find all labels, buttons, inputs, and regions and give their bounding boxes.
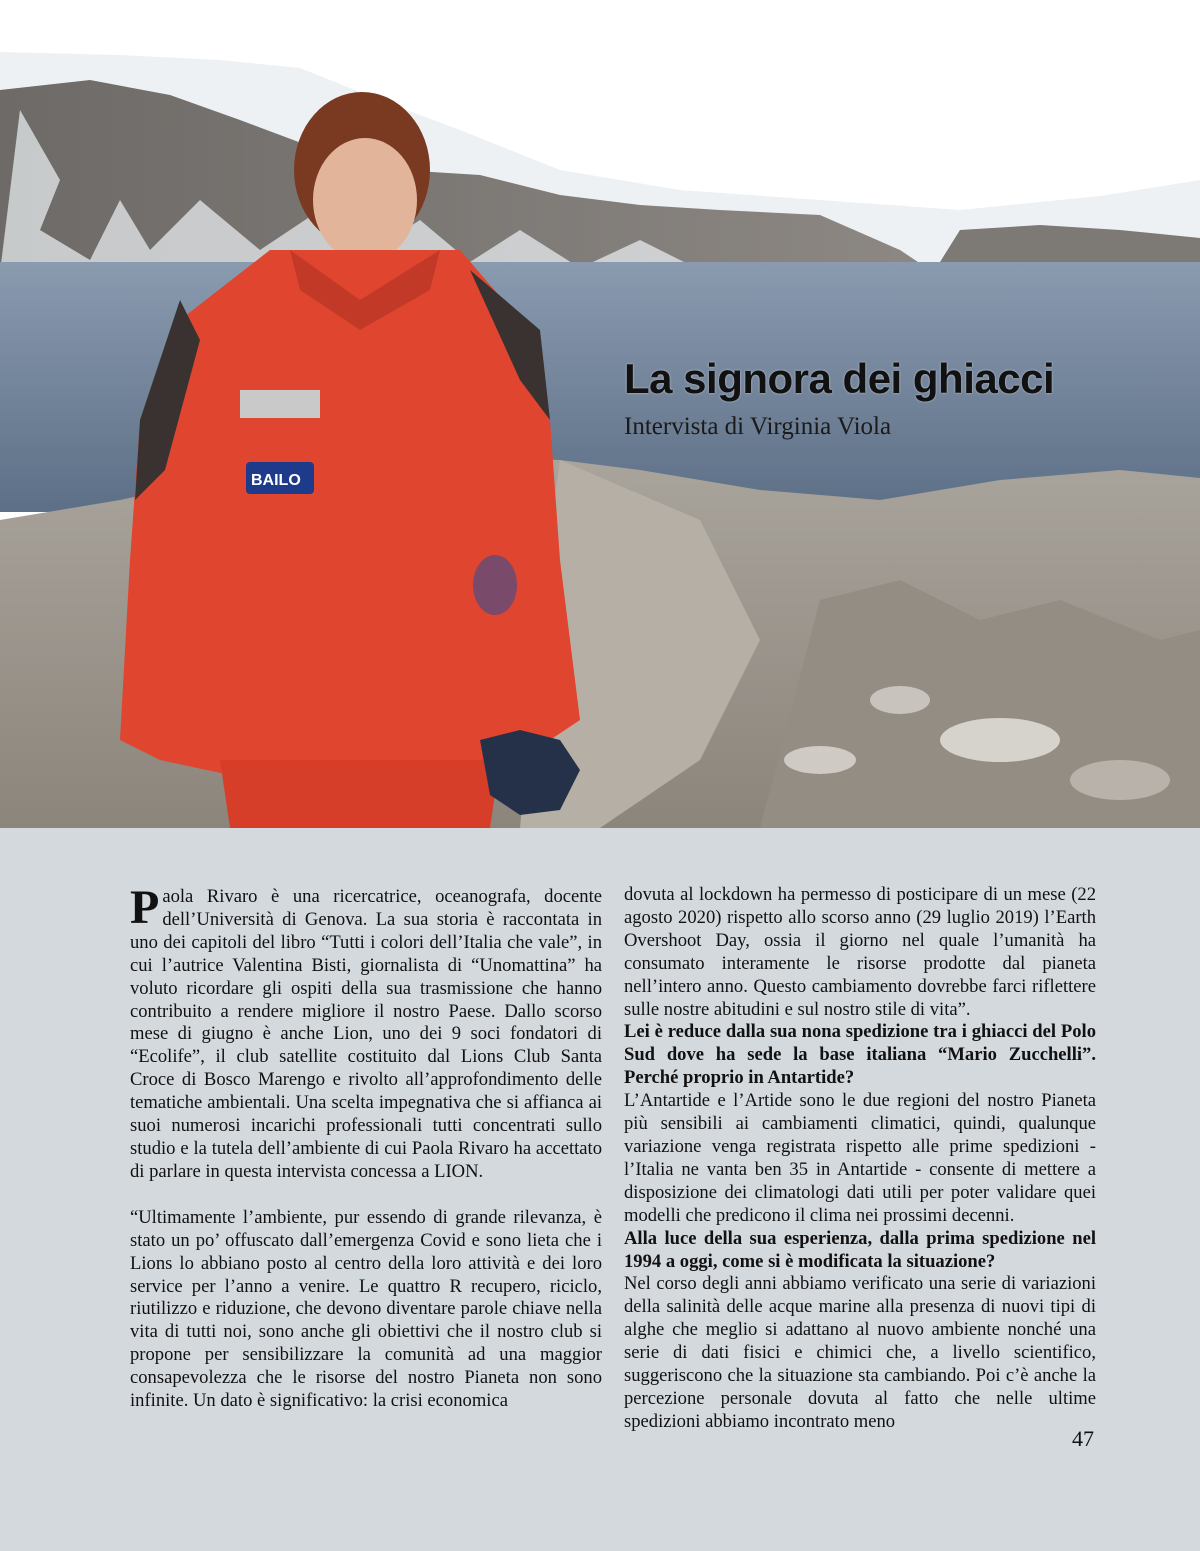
drop-cap: P: [130, 881, 160, 934]
question-1: Lei è reduce dalla sua nona spedizione tra i ghiacci del Polo Sud dove ha sede la base italiana “Mario Zucchelli”. Perché proprio in Antartide?: [624, 1021, 1096, 1089]
title-block: [624, 356, 1184, 442]
intro-paragraph: [130, 881, 602, 1184]
quote-paragraph: “Ultimamente l’ambiente, pur essendo di grande rilevanza, è stato un po’ offuscato dall’emergenza Covid e sono lieta che i Lions lo abbiano posto al centro della loro attività e dei loro service per l’anno a venire. Le quattro R recupero, riciclo, riutilizzo e riduzione, che devono diventare parole chiave nella vita di tutti noi, sono anche gli obiettivi che il nostro club si propone per sensibilizzare la comunità ad una maggior consapevolezza che le risorse del nostro Pianeta non sono infinite. Un dato è significativo: la crisi economica: [130, 1206, 602, 1412]
page-number: 47: [1072, 1426, 1094, 1451]
answer-2: Nel corso degli anni abbiamo verificato una serie di variazioni della salinità delle acque marine alla presenza di nuovi tipi di alghe che meglio si adattano al nuovo ambiente nonché una serie di dati fisici e chimici che, a livello scientifico, suggeriscono che la situazione sta cambiando. Poi c’è anche la percezione personale dovuta al fatto che nelle ultime spedizioni abbiamo incontrato meno: [624, 1273, 1096, 1432]
jacket-patch-text: BAILO: [251, 472, 301, 489]
intro-text: aola Rivaro è una ricercatrice, oceanografa, docente dell’Università di Genova. La sua storia è raccontata in uno dei capitoli del libro “Tutti i colori dell’Italia che vale”, in cui l’autrice Valentina Bisti, giornalista di “Unomattina” ha voluto ricordare gli ospiti della sua trasmissione che hanno contribuito a rendere migliore il nostro Paese. Dallo scorso mese di giugno è anche Lion, uno dei 9 soci fondatori di “Ecolife”, il club satellite costituito dal Lions Club Santa Croce di Bosco Marengo e rivolto all’approfondimento delle tematiche ambientali. Una scelta impegnativa che si affianca ai suoi numerosi incarichi professionali tutti concentrati sullo studio e la tutela dell’ambiente di cui Paola Rivaro ha accettato di parlare in questa intervista concessa a LION.: [130, 886, 602, 1182]
question-2: Alla luce della sua esperienza, dalla prima spedizione nel 1994 a oggi, come si è modificata la situazione?: [624, 1227, 1096, 1272]
answer-1: L’Antartide e l’Artide sono le due regioni del nostro Pianeta più sensibili ai cambiamenti climatici, quindi, qualunque variazione venga registrata rispetto alle prime spedizioni - l’Italia ne vanta ben 35 in Antartide - consente di mettere a disposizione dei climatologi dati utili per poter validare quei modelli che predicono il clima nei prossimi decenni.: [624, 1090, 1096, 1226]
article-title: La signora dei ghiacci: [624, 355, 1055, 402]
article-byline: Intervista di Virginia Viola: [624, 413, 892, 441]
right-paragraph: dovuta al lockdown ha permesso di posticipare di un mese (22 agosto 2020) rispetto allo scorso anno (29 luglio 2019) l’Earth Overshoot Day, ossia il giorno nel quale l’umanità ha consumato interamente le risorse prodotte dal pianeta nell’intero anno. Questo cambiamento dovrebbe farci riflettere sulle nostre abitudini e sul nostro stile di vita”.: [624, 884, 1096, 1020]
column-right: [624, 884, 1096, 1434]
column-left: [130, 881, 602, 1413]
